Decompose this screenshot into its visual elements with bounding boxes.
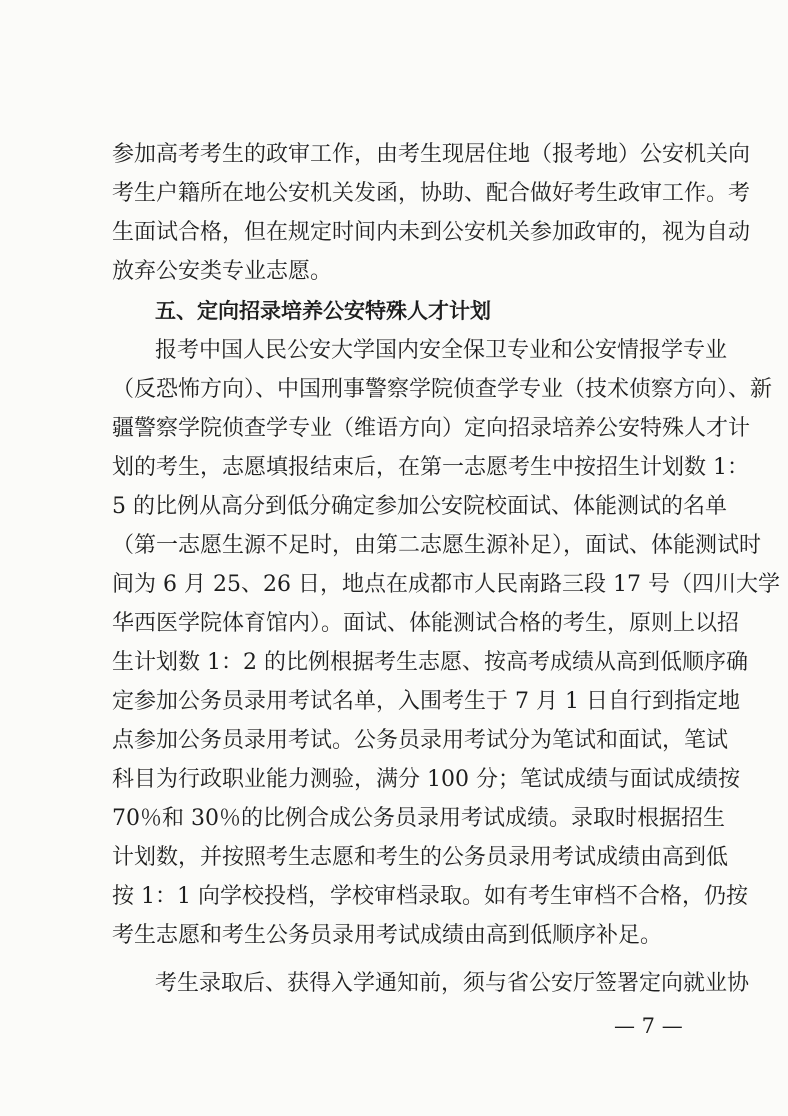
- paragraph-1-line-2: 考生户籍所在地公安机关发函，协助、配合做好考生政审工作。考: [112, 181, 751, 206]
- paragraph-1-line-1: 参加高考考生的政审工作，由考生现居住地（报考地）公安机关向: [112, 142, 751, 167]
- paragraph-2-line-13: 70％和 30％的比例合成公务员录用考试成绩。录取时根据招生: [112, 806, 725, 831]
- paragraph-2-line-5: 5 的比例从高分到低分确定参加公安院校面试、体能测试的名单: [112, 494, 727, 519]
- paragraph-2-line-3: 疆警察学院侦查学专业（维语方向）定向招录培养公安特殊人才计: [112, 416, 751, 441]
- page-number: — 7 —: [614, 1014, 683, 1038]
- paragraph-2-line-9: 生计划数 1：2 的比例根据考生志愿、按高考成绩从高到低顺序确: [112, 650, 748, 675]
- paragraph-1-line-4: 放弃公安类专业志愿。: [112, 259, 333, 284]
- paragraph-2-line-2: （反恐怖方向）、中国刑事警察学院侦查学专业（技术侦察方向）、新: [112, 377, 773, 402]
- paragraph-2-line-6: （第一志愿生源不足时，由第二志愿生源补足），面试、体能测试时: [112, 533, 762, 558]
- paragraph-2-line-4: 划的考生，志愿填报结束后，在第一志愿考生中按招生计划数 1：: [112, 455, 749, 480]
- paragraph-2-line-12: 科目为行政职业能力测验，满分 100 分；笔试成绩与面试成绩按: [112, 767, 740, 792]
- paragraph-2-line-15: 按 1：1 向学校投档，学校审档录取。如有考生审档不合格，仍按: [112, 884, 748, 909]
- paragraph-2-line-14: 计划数，并按照考生志愿和考生的公务员录用考试成绩由高到低: [112, 845, 729, 870]
- section-heading: 五、定向招录培养公安特殊人才计划: [155, 299, 491, 323]
- paragraph-2-line-11: 点参加公务员录用考试。公务员录用考试分为笔试和面试，笔试: [112, 728, 729, 753]
- paragraph-2-line-7: 间为 6 月 25、26 日，地点在成都市人民南路三段 17 号（四川大学: [112, 572, 780, 597]
- paragraph-1-line-3: 生面试合格，但在规定时间内未到公安机关参加政审的，视为自动: [112, 220, 751, 245]
- paragraph-2-line-10: 定参加公务员录用考试名单，入围考生于 7 月 1 日自行到指定地: [112, 689, 740, 714]
- paragraph-3-line-1: 考生录取后、获得入学通知前，须与省公安厅签署定向就业协: [155, 971, 750, 996]
- paragraph-2-line-16: 考生志愿和考生公务员录用考试成绩由高到低顺序补足。: [112, 923, 663, 948]
- paragraph-2-line-8: 华西医学院体育馆内）。面试、体能测试合格的考生，原则上以招: [112, 611, 740, 636]
- paragraph-2-line-1: 报考中国人民公安大学国内安全保卫专业和公安情报学专业: [155, 338, 728, 363]
